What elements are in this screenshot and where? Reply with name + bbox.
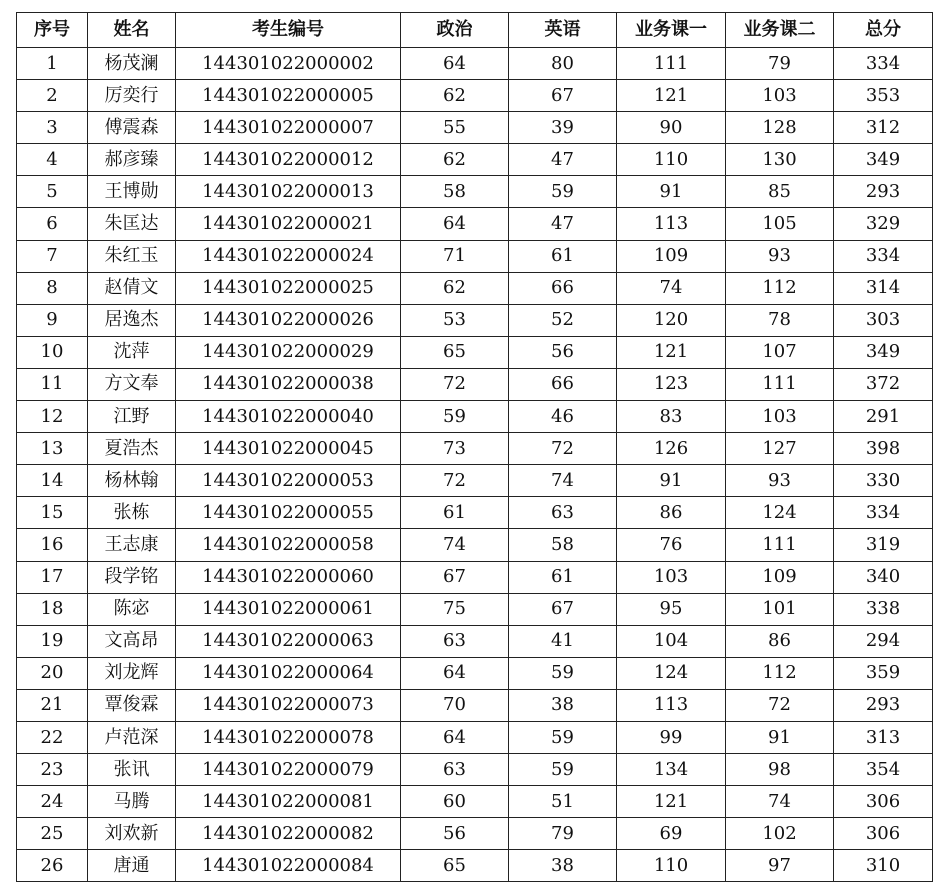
cell-english: 66: [509, 368, 617, 400]
cell-index: 17: [17, 561, 88, 593]
cell-politics: 59: [401, 401, 509, 433]
cell-exam-id: 144301022000082: [176, 818, 401, 850]
cell-course-two: 127: [726, 433, 834, 465]
cell-course-two: 111: [726, 368, 834, 400]
cell-total: 310: [834, 850, 933, 882]
cell-english: 72: [509, 433, 617, 465]
cell-course-one: 91: [617, 465, 726, 497]
cell-exam-id: 144301022000061: [176, 593, 401, 625]
table-row: [17, 786, 933, 818]
cell-course-two: 91: [726, 721, 834, 753]
cell-index: 23: [17, 754, 88, 786]
cell-politics: 62: [401, 272, 509, 304]
cell-total: 294: [834, 625, 933, 657]
cell-index: 7: [17, 240, 88, 272]
table-row: [17, 465, 933, 497]
cell-course-one: 120: [617, 304, 726, 336]
cell-name: 居逸杰: [88, 304, 176, 336]
cell-english: 79: [509, 818, 617, 850]
cell-total: 338: [834, 593, 933, 625]
cell-total: 291: [834, 401, 933, 433]
cell-politics: 62: [401, 144, 509, 176]
cell-name: 朱红玉: [88, 240, 176, 272]
table-row: [17, 368, 933, 400]
cell-total: 312: [834, 112, 933, 144]
cell-politics: 61: [401, 497, 509, 529]
cell-english: 46: [509, 401, 617, 433]
header-cell-course-two: 业务课二: [726, 13, 834, 48]
cell-course-one: 113: [617, 208, 726, 240]
cell-exam-id: 144301022000055: [176, 497, 401, 529]
cell-index: 20: [17, 657, 88, 689]
cell-total: 313: [834, 721, 933, 753]
cell-english: 59: [509, 754, 617, 786]
cell-name: 覃俊霖: [88, 689, 176, 721]
cell-exam-id: 144301022000002: [176, 48, 401, 80]
cell-exam-id: 144301022000084: [176, 850, 401, 882]
cell-name: 张栋: [88, 497, 176, 529]
cell-exam-id: 144301022000012: [176, 144, 401, 176]
cell-course-one: 113: [617, 689, 726, 721]
table-row: [17, 497, 933, 529]
cell-exam-id: 144301022000058: [176, 529, 401, 561]
cell-politics: 67: [401, 561, 509, 593]
cell-total: 306: [834, 818, 933, 850]
table-row: [17, 818, 933, 850]
cell-course-one: 104: [617, 625, 726, 657]
cell-course-one: 95: [617, 593, 726, 625]
cell-index: 4: [17, 144, 88, 176]
cell-english: 59: [509, 657, 617, 689]
cell-course-two: 86: [726, 625, 834, 657]
cell-name: 杨林翰: [88, 465, 176, 497]
table-row: [17, 304, 933, 336]
cell-course-one: 76: [617, 529, 726, 561]
cell-name: 张讯: [88, 754, 176, 786]
cell-name: 方文奉: [88, 368, 176, 400]
cell-politics: 64: [401, 208, 509, 240]
cell-politics: 70: [401, 689, 509, 721]
header-cell-index: 序号: [17, 13, 88, 48]
table-body: [17, 48, 933, 882]
cell-index: 19: [17, 625, 88, 657]
cell-english: 47: [509, 144, 617, 176]
cell-total: 314: [834, 272, 933, 304]
cell-english: 59: [509, 721, 617, 753]
cell-total: 349: [834, 144, 933, 176]
cell-course-one: 91: [617, 176, 726, 208]
cell-course-two: 93: [726, 465, 834, 497]
cell-course-two: 124: [726, 497, 834, 529]
cell-total: 334: [834, 497, 933, 529]
cell-name: 江野: [88, 401, 176, 433]
cell-exam-id: 144301022000064: [176, 657, 401, 689]
cell-total: 293: [834, 689, 933, 721]
cell-politics: 53: [401, 304, 509, 336]
cell-course-one: 99: [617, 721, 726, 753]
cell-total: 334: [834, 240, 933, 272]
cell-index: 1: [17, 48, 88, 80]
header-row: [17, 13, 933, 48]
cell-index: 16: [17, 529, 88, 561]
cell-exam-id: 144301022000029: [176, 336, 401, 368]
cell-name: 卢范深: [88, 721, 176, 753]
cell-english: 56: [509, 336, 617, 368]
cell-politics: 71: [401, 240, 509, 272]
cell-course-one: 83: [617, 401, 726, 433]
cell-exam-id: 144301022000026: [176, 304, 401, 336]
cell-exam-id: 144301022000021: [176, 208, 401, 240]
cell-politics: 63: [401, 625, 509, 657]
cell-name: 郝彦臻: [88, 144, 176, 176]
cell-english: 52: [509, 304, 617, 336]
cell-politics: 64: [401, 48, 509, 80]
cell-index: 25: [17, 818, 88, 850]
cell-exam-id: 144301022000081: [176, 786, 401, 818]
table-row: [17, 80, 933, 112]
cell-name: 赵倩文: [88, 272, 176, 304]
cell-total: 354: [834, 754, 933, 786]
table-row: [17, 754, 933, 786]
cell-index: 21: [17, 689, 88, 721]
table-row: [17, 689, 933, 721]
cell-course-two: 72: [726, 689, 834, 721]
cell-english: 41: [509, 625, 617, 657]
cell-course-one: 86: [617, 497, 726, 529]
cell-name: 傅震森: [88, 112, 176, 144]
cell-course-one: 121: [617, 336, 726, 368]
cell-course-two: 103: [726, 401, 834, 433]
cell-politics: 65: [401, 336, 509, 368]
cell-course-one: 111: [617, 48, 726, 80]
cell-course-two: 102: [726, 818, 834, 850]
table-row: [17, 529, 933, 561]
cell-politics: 56: [401, 818, 509, 850]
cell-course-two: 78: [726, 304, 834, 336]
table-row: [17, 721, 933, 753]
cell-exam-id: 144301022000060: [176, 561, 401, 593]
cell-exam-id: 144301022000078: [176, 721, 401, 753]
cell-course-one: 121: [617, 786, 726, 818]
cell-exam-id: 144301022000053: [176, 465, 401, 497]
cell-index: 9: [17, 304, 88, 336]
cell-exam-id: 144301022000063: [176, 625, 401, 657]
cell-course-one: 121: [617, 80, 726, 112]
cell-english: 80: [509, 48, 617, 80]
header-cell-name: 姓名: [88, 13, 176, 48]
cell-english: 38: [509, 689, 617, 721]
cell-english: 74: [509, 465, 617, 497]
cell-english: 61: [509, 561, 617, 593]
cell-english: 39: [509, 112, 617, 144]
cell-politics: 75: [401, 593, 509, 625]
cell-politics: 72: [401, 368, 509, 400]
cell-exam-id: 144301022000025: [176, 272, 401, 304]
cell-politics: 62: [401, 80, 509, 112]
cell-exam-id: 144301022000005: [176, 80, 401, 112]
cell-index: 26: [17, 850, 88, 882]
cell-name: 马腾: [88, 786, 176, 818]
table-row: [17, 850, 933, 882]
table-row: [17, 433, 933, 465]
cell-total: 303: [834, 304, 933, 336]
cell-course-one: 90: [617, 112, 726, 144]
cell-politics: 73: [401, 433, 509, 465]
cell-course-two: 74: [726, 786, 834, 818]
table-row: [17, 336, 933, 368]
table-row: [17, 240, 933, 272]
header-cell-course-one: 业务课一: [617, 13, 726, 48]
cell-course-one: 123: [617, 368, 726, 400]
table-row: [17, 112, 933, 144]
cell-total: 334: [834, 48, 933, 80]
cell-politics: 65: [401, 850, 509, 882]
header-cell-english: 英语: [509, 13, 617, 48]
cell-total: 319: [834, 529, 933, 561]
cell-course-one: 74: [617, 272, 726, 304]
cell-index: 24: [17, 786, 88, 818]
cell-name: 刘龙辉: [88, 657, 176, 689]
cell-total: 359: [834, 657, 933, 689]
cell-index: 2: [17, 80, 88, 112]
cell-exam-id: 144301022000013: [176, 176, 401, 208]
cell-total: 372: [834, 368, 933, 400]
cell-exam-id: 144301022000007: [176, 112, 401, 144]
table-row: [17, 272, 933, 304]
cell-politics: 72: [401, 465, 509, 497]
cell-course-one: 110: [617, 144, 726, 176]
cell-course-two: 112: [726, 657, 834, 689]
cell-name: 文高昂: [88, 625, 176, 657]
cell-exam-id: 144301022000024: [176, 240, 401, 272]
table-row: [17, 593, 933, 625]
cell-total: 349: [834, 336, 933, 368]
cell-exam-id: 144301022000079: [176, 754, 401, 786]
score-table: [16, 12, 933, 882]
header-cell-total: 总分: [834, 13, 933, 48]
cell-exam-id: 144301022000045: [176, 433, 401, 465]
cell-index: 12: [17, 401, 88, 433]
cell-course-one: 134: [617, 754, 726, 786]
cell-name: 杨茂澜: [88, 48, 176, 80]
cell-name: 王博勋: [88, 176, 176, 208]
table-row: [17, 657, 933, 689]
cell-name: 王志康: [88, 529, 176, 561]
cell-exam-id: 144301022000040: [176, 401, 401, 433]
cell-course-two: 103: [726, 80, 834, 112]
cell-name: 段学铭: [88, 561, 176, 593]
cell-total: 306: [834, 786, 933, 818]
cell-course-two: 85: [726, 176, 834, 208]
table-row: [17, 208, 933, 240]
table-row: [17, 625, 933, 657]
cell-english: 67: [509, 80, 617, 112]
cell-course-two: 105: [726, 208, 834, 240]
header-cell-exam-id: 考生编号: [176, 13, 401, 48]
cell-course-two: 97: [726, 850, 834, 882]
cell-english: 51: [509, 786, 617, 818]
cell-course-one: 124: [617, 657, 726, 689]
table-row: [17, 561, 933, 593]
cell-english: 66: [509, 272, 617, 304]
table-row: [17, 144, 933, 176]
cell-name: 厉奕行: [88, 80, 176, 112]
cell-index: 3: [17, 112, 88, 144]
cell-course-one: 126: [617, 433, 726, 465]
cell-total: 353: [834, 80, 933, 112]
cell-course-two: 128: [726, 112, 834, 144]
table-row: [17, 48, 933, 80]
cell-name: 陈宓: [88, 593, 176, 625]
cell-index: 10: [17, 336, 88, 368]
table-row: [17, 176, 933, 208]
cell-course-one: 69: [617, 818, 726, 850]
cell-index: 8: [17, 272, 88, 304]
cell-politics: 74: [401, 529, 509, 561]
cell-english: 67: [509, 593, 617, 625]
cell-index: 14: [17, 465, 88, 497]
cell-politics: 63: [401, 754, 509, 786]
cell-index: 6: [17, 208, 88, 240]
cell-course-two: 101: [726, 593, 834, 625]
cell-total: 293: [834, 176, 933, 208]
cell-index: 15: [17, 497, 88, 529]
cell-course-two: 130: [726, 144, 834, 176]
cell-course-two: 111: [726, 529, 834, 561]
cell-course-two: 109: [726, 561, 834, 593]
cell-course-one: 110: [617, 850, 726, 882]
cell-course-one: 109: [617, 240, 726, 272]
cell-name: 唐通: [88, 850, 176, 882]
cell-course-two: 112: [726, 272, 834, 304]
cell-english: 58: [509, 529, 617, 561]
cell-course-two: 107: [726, 336, 834, 368]
cell-english: 59: [509, 176, 617, 208]
cell-exam-id: 144301022000073: [176, 689, 401, 721]
cell-index: 13: [17, 433, 88, 465]
cell-english: 61: [509, 240, 617, 272]
table-row: [17, 401, 933, 433]
cell-politics: 58: [401, 176, 509, 208]
cell-name: 朱匡达: [88, 208, 176, 240]
header-cell-politics: 政治: [401, 13, 509, 48]
cell-exam-id: 144301022000038: [176, 368, 401, 400]
cell-name: 刘欢新: [88, 818, 176, 850]
cell-course-two: 79: [726, 48, 834, 80]
cell-total: 329: [834, 208, 933, 240]
cell-total: 398: [834, 433, 933, 465]
cell-politics: 64: [401, 721, 509, 753]
cell-course-two: 98: [726, 754, 834, 786]
cell-english: 38: [509, 850, 617, 882]
cell-course-one: 103: [617, 561, 726, 593]
cell-index: 5: [17, 176, 88, 208]
cell-politics: 60: [401, 786, 509, 818]
cell-total: 340: [834, 561, 933, 593]
cell-course-two: 93: [726, 240, 834, 272]
cell-politics: 55: [401, 112, 509, 144]
cell-politics: 64: [401, 657, 509, 689]
cell-index: 22: [17, 721, 88, 753]
cell-index: 11: [17, 368, 88, 400]
cell-total: 330: [834, 465, 933, 497]
cell-english: 47: [509, 208, 617, 240]
cell-name: 沈萍: [88, 336, 176, 368]
cell-name: 夏浩杰: [88, 433, 176, 465]
cell-index: 18: [17, 593, 88, 625]
cell-english: 63: [509, 497, 617, 529]
